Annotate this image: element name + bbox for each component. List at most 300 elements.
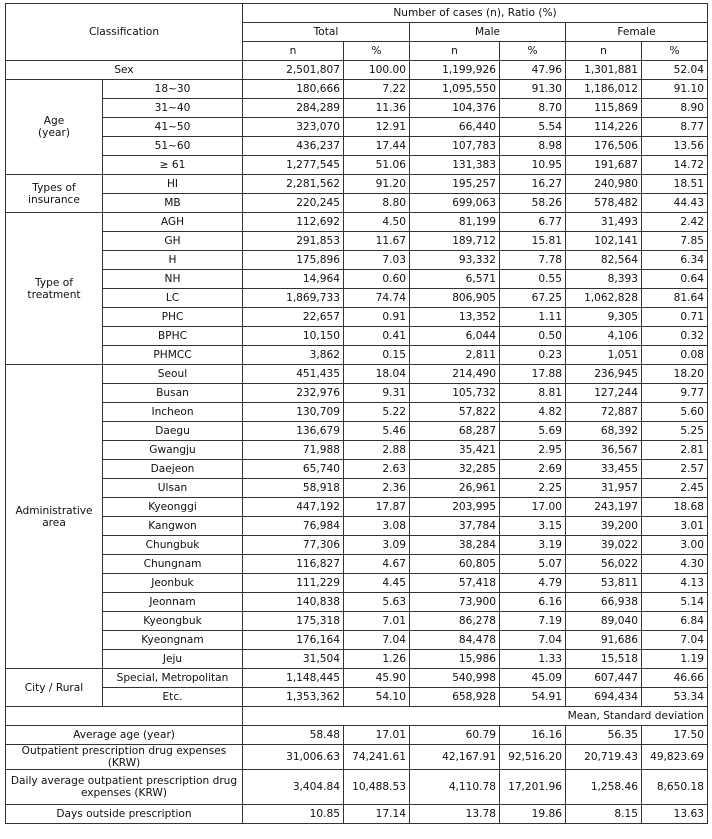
value-cell: 7.85 <box>642 232 708 251</box>
value-cell: 6,044 <box>410 327 500 346</box>
table-row <box>6 422 708 441</box>
value-cell: 26,961 <box>410 479 500 498</box>
category-label: 31~40 <box>103 99 243 118</box>
table-row <box>6 593 708 612</box>
value-cell: 8.80 <box>344 194 410 213</box>
value-cell: 17.88 <box>500 365 566 384</box>
summary-label: Outpatient prescription drug expenses (KRW) <box>6 745 243 770</box>
value-cell: 2.36 <box>344 479 410 498</box>
table-row <box>6 669 708 688</box>
category-label: Gwangju <box>103 441 243 460</box>
category-label: Jeonnam <box>103 593 243 612</box>
summary-value: 10.85 <box>243 805 344 824</box>
value-cell: 47.96 <box>500 61 566 80</box>
summary-value: 8.15 <box>566 805 642 824</box>
value-cell: 39,200 <box>566 517 642 536</box>
value-cell: 1,301,881 <box>566 61 642 80</box>
category-label: BPHC <box>103 327 243 346</box>
summary-value: 1,258.46 <box>566 770 642 805</box>
table-row <box>6 460 708 479</box>
value-cell: 46.66 <box>642 669 708 688</box>
value-cell: 5.22 <box>344 403 410 422</box>
value-cell: 6,571 <box>410 270 500 289</box>
summary-label: Days outside prescription <box>6 805 243 824</box>
value-cell: 18.04 <box>344 365 410 384</box>
category-label: Daegu <box>103 422 243 441</box>
value-cell: 176,164 <box>243 631 344 650</box>
value-cell: 91.30 <box>500 80 566 99</box>
table-row <box>6 517 708 536</box>
value-cell: 1.26 <box>344 650 410 669</box>
value-cell: 107,783 <box>410 137 500 156</box>
value-cell: 116,827 <box>243 555 344 574</box>
value-cell: 15,518 <box>566 650 642 669</box>
category-label: PHMCC <box>103 346 243 365</box>
value-cell: 180,666 <box>243 80 344 99</box>
summary-value: 17.01 <box>344 726 410 745</box>
summary-value: 19.86 <box>500 805 566 824</box>
mean-sd-header: Mean, Standard deviation <box>243 707 708 726</box>
value-cell: 115,869 <box>566 99 642 118</box>
value-cell: 6.34 <box>642 251 708 270</box>
value-cell: 66,440 <box>410 118 500 137</box>
mean-sd-header-row <box>6 707 708 726</box>
table-row <box>6 688 708 707</box>
value-cell: 58,918 <box>243 479 344 498</box>
value-cell: 65,740 <box>243 460 344 479</box>
category-label: Daejeon <box>103 460 243 479</box>
value-cell: 195,257 <box>410 175 500 194</box>
value-cell: 53.34 <box>642 688 708 707</box>
category-label: Etc. <box>103 688 243 707</box>
value-cell: 0.60 <box>344 270 410 289</box>
table-row <box>6 99 708 118</box>
summary-value: 10,488.53 <box>344 770 410 805</box>
value-cell: 236,945 <box>566 365 642 384</box>
value-cell: 39,022 <box>566 536 642 555</box>
value-cell: 0.32 <box>642 327 708 346</box>
value-cell: 38,284 <box>410 536 500 555</box>
summary-value: 3,404.84 <box>243 770 344 805</box>
value-cell: 100.00 <box>344 61 410 80</box>
category-label: NH <box>103 270 243 289</box>
value-cell: 54.10 <box>344 688 410 707</box>
summary-label: Average age (year) <box>6 726 243 745</box>
value-cell: 1,199,926 <box>410 61 500 80</box>
value-cell: 66,938 <box>566 593 642 612</box>
value-cell: 323,070 <box>243 118 344 137</box>
summary-value: 58.48 <box>243 726 344 745</box>
value-cell: 3.00 <box>642 536 708 555</box>
value-cell: 1.11 <box>500 308 566 327</box>
summary-label: Daily average outpatient prescription drug expenses (KRW) <box>6 770 243 805</box>
value-cell: 76,984 <box>243 517 344 536</box>
value-cell: 4,106 <box>566 327 642 346</box>
value-cell: 5.69 <box>500 422 566 441</box>
value-cell: 1,095,550 <box>410 80 500 99</box>
female-pct-header: % <box>642 42 708 61</box>
value-cell: 1,148,445 <box>243 669 344 688</box>
category-label: Incheon <box>103 403 243 422</box>
value-cell: 131,383 <box>410 156 500 175</box>
value-cell: 6.16 <box>500 593 566 612</box>
category-label: Kyeonggi <box>103 498 243 517</box>
table-row <box>6 498 708 517</box>
summary-row <box>6 745 708 770</box>
value-cell: 4.50 <box>344 213 410 232</box>
value-cell: 7.22 <box>344 80 410 99</box>
group-label: Types of insurance <box>6 175 103 213</box>
value-cell: 0.55 <box>500 270 566 289</box>
female-header: Female <box>566 23 708 42</box>
value-cell: 52.04 <box>642 61 708 80</box>
value-cell: 0.41 <box>344 327 410 346</box>
value-cell: 175,896 <box>243 251 344 270</box>
value-cell: 12.91 <box>344 118 410 137</box>
value-cell: 84,478 <box>410 631 500 650</box>
category-label: GH <box>103 232 243 251</box>
table-row <box>6 441 708 460</box>
value-cell: 112,692 <box>243 213 344 232</box>
value-cell: 5.25 <box>642 422 708 441</box>
total-pct-header: % <box>344 42 410 61</box>
value-cell: 3.01 <box>642 517 708 536</box>
value-cell: 0.64 <box>642 270 708 289</box>
value-cell: 93,332 <box>410 251 500 270</box>
value-cell: 607,447 <box>566 669 642 688</box>
female-n-header: n <box>566 42 642 61</box>
value-cell: 17.44 <box>344 137 410 156</box>
value-cell: 4.79 <box>500 574 566 593</box>
value-cell: 22,657 <box>243 308 344 327</box>
group-label: City / Rural <box>6 669 103 707</box>
category-label: ≥ 61 <box>103 156 243 175</box>
value-cell: 68,287 <box>410 422 500 441</box>
summary-value: 8,650.18 <box>642 770 708 805</box>
table-row <box>6 384 708 403</box>
value-cell: 6.77 <box>500 213 566 232</box>
value-cell: 17.87 <box>344 498 410 517</box>
value-cell: 7.03 <box>344 251 410 270</box>
summary-row <box>6 726 708 745</box>
summary-value: 74,241.61 <box>344 745 410 770</box>
summary-value: 4,110.78 <box>410 770 500 805</box>
group-label: Administrative area <box>6 365 103 669</box>
value-cell: 35,421 <box>410 441 500 460</box>
value-cell: 13,352 <box>410 308 500 327</box>
table-row <box>6 308 708 327</box>
value-cell: 7.04 <box>642 631 708 650</box>
value-cell: 8.90 <box>642 99 708 118</box>
value-cell: 1,277,545 <box>243 156 344 175</box>
table-row <box>6 137 708 156</box>
value-cell: 1,051 <box>566 346 642 365</box>
category-label: Kangwon <box>103 517 243 536</box>
value-cell: 1,062,828 <box>566 289 642 308</box>
table-row <box>6 479 708 498</box>
summary-value: 49,823.69 <box>642 745 708 770</box>
value-cell: 81.64 <box>642 289 708 308</box>
group-title-header: Number of cases (n), Ratio (%) <box>243 4 708 23</box>
value-cell: 2.57 <box>642 460 708 479</box>
value-cell: 2,281,562 <box>243 175 344 194</box>
value-cell: 31,957 <box>566 479 642 498</box>
value-cell: 5.63 <box>344 593 410 612</box>
category-label: Busan <box>103 384 243 403</box>
summary-value: 60.79 <box>410 726 500 745</box>
value-cell: 11.67 <box>344 232 410 251</box>
value-cell: 105,732 <box>410 384 500 403</box>
table-row <box>6 346 708 365</box>
table-row <box>6 118 708 137</box>
category-label: Jeonbuk <box>103 574 243 593</box>
value-cell: 45.09 <box>500 669 566 688</box>
table-row <box>6 631 708 650</box>
value-cell: 191,687 <box>566 156 642 175</box>
value-cell: 57,418 <box>410 574 500 593</box>
category-label: Kyeongbuk <box>103 612 243 631</box>
value-cell: 0.23 <box>500 346 566 365</box>
summary-value: 56.35 <box>566 726 642 745</box>
value-cell: 0.08 <box>642 346 708 365</box>
value-cell: 1.19 <box>642 650 708 669</box>
table-row <box>6 327 708 346</box>
category-label: HI <box>103 175 243 194</box>
value-cell: 5.14 <box>642 593 708 612</box>
value-cell: 91,686 <box>566 631 642 650</box>
value-cell: 68,392 <box>566 422 642 441</box>
value-cell: 3.19 <box>500 536 566 555</box>
value-cell: 5.60 <box>642 403 708 422</box>
value-cell: 7.01 <box>344 612 410 631</box>
value-cell: 447,192 <box>243 498 344 517</box>
value-cell: 91.20 <box>344 175 410 194</box>
value-cell: 5.46 <box>344 422 410 441</box>
summary-value: 13.78 <box>410 805 500 824</box>
value-cell: 176,506 <box>566 137 642 156</box>
value-cell: 60,805 <box>410 555 500 574</box>
summary-row <box>6 805 708 824</box>
value-cell: 14.72 <box>642 156 708 175</box>
value-cell: 5.54 <box>500 118 566 137</box>
value-cell: 8.98 <box>500 137 566 156</box>
value-cell: 436,237 <box>243 137 344 156</box>
value-cell: 2.63 <box>344 460 410 479</box>
category-label: Kyeongnam <box>103 631 243 650</box>
value-cell: 54.91 <box>500 688 566 707</box>
value-cell: 31,493 <box>566 213 642 232</box>
value-cell: 2,811 <box>410 346 500 365</box>
value-cell: 2.25 <box>500 479 566 498</box>
value-cell: 18.20 <box>642 365 708 384</box>
value-cell: 67.25 <box>500 289 566 308</box>
category-label: H <box>103 251 243 270</box>
value-cell: 16.27 <box>500 175 566 194</box>
table-row <box>6 574 708 593</box>
summary-value: 20,719.43 <box>566 745 642 770</box>
value-cell: 0.50 <box>500 327 566 346</box>
table-row <box>6 156 708 175</box>
value-cell: 14,964 <box>243 270 344 289</box>
value-cell: 15.81 <box>500 232 566 251</box>
value-cell: 102,141 <box>566 232 642 251</box>
value-cell: 1.33 <box>500 650 566 669</box>
male-pct-header: % <box>500 42 566 61</box>
mean-sd-blank <box>6 707 243 726</box>
value-cell: 36,567 <box>566 441 642 460</box>
summary-value: 31,006.63 <box>243 745 344 770</box>
category-label: MB <box>103 194 243 213</box>
category-label: 51~60 <box>103 137 243 156</box>
value-cell: 3.15 <box>500 517 566 536</box>
summary-value: 16.16 <box>500 726 566 745</box>
value-cell: 1,869,733 <box>243 289 344 308</box>
total-n-header: n <box>243 42 344 61</box>
value-cell: 71,988 <box>243 441 344 460</box>
category-label: Special, Metropolitan <box>103 669 243 688</box>
value-cell: 18.68 <box>642 498 708 517</box>
category-label: Chungbuk <box>103 536 243 555</box>
value-cell: 284,289 <box>243 99 344 118</box>
table-row <box>6 194 708 213</box>
summary-value: 92,516.20 <box>500 745 566 770</box>
category-label: AGH <box>103 213 243 232</box>
table-row <box>6 232 708 251</box>
summary-value: 17.14 <box>344 805 410 824</box>
value-cell: 15,986 <box>410 650 500 669</box>
value-cell: 0.71 <box>642 308 708 327</box>
value-cell: 7.04 <box>344 631 410 650</box>
value-cell: 6.84 <box>642 612 708 631</box>
value-cell: 3.08 <box>344 517 410 536</box>
value-cell: 9.77 <box>642 384 708 403</box>
value-cell: 9,305 <box>566 308 642 327</box>
value-cell: 58.26 <box>500 194 566 213</box>
value-cell: 13.56 <box>642 137 708 156</box>
value-cell: 9.31 <box>344 384 410 403</box>
table-row <box>6 251 708 270</box>
value-cell: 18.51 <box>642 175 708 194</box>
value-cell: 1,186,012 <box>566 80 642 99</box>
male-header: Male <box>410 23 566 42</box>
value-cell: 82,564 <box>566 251 642 270</box>
value-cell: 1,353,362 <box>243 688 344 707</box>
value-cell: 291,853 <box>243 232 344 251</box>
value-cell: 8.70 <box>500 99 566 118</box>
value-cell: 451,435 <box>243 365 344 384</box>
statistics-table <box>5 3 708 824</box>
value-cell: 111,229 <box>243 574 344 593</box>
value-cell: 81,199 <box>410 213 500 232</box>
value-cell: 2.88 <box>344 441 410 460</box>
value-cell: 77,306 <box>243 536 344 555</box>
value-cell: 73,900 <box>410 593 500 612</box>
group-label: Type of treatment <box>6 213 103 365</box>
value-cell: 220,245 <box>243 194 344 213</box>
value-cell: 232,976 <box>243 384 344 403</box>
category-label: Ulsan <box>103 479 243 498</box>
value-cell: 7.19 <box>500 612 566 631</box>
value-cell: 4.30 <box>642 555 708 574</box>
value-cell: 44.43 <box>642 194 708 213</box>
value-cell: 658,928 <box>410 688 500 707</box>
table-row <box>6 61 708 80</box>
value-cell: 91.10 <box>642 80 708 99</box>
value-cell: 45.90 <box>344 669 410 688</box>
table-row <box>6 650 708 669</box>
table-row <box>6 612 708 631</box>
value-cell: 3,862 <box>243 346 344 365</box>
value-cell: 31,504 <box>243 650 344 669</box>
value-cell: 4.45 <box>344 574 410 593</box>
value-cell: 2.45 <box>642 479 708 498</box>
summary-value: 42,167.91 <box>410 745 500 770</box>
male-n-header: n <box>410 42 500 61</box>
value-cell: 53,811 <box>566 574 642 593</box>
value-cell: 2.95 <box>500 441 566 460</box>
value-cell: 2.69 <box>500 460 566 479</box>
value-cell: 4.82 <box>500 403 566 422</box>
category-label: Jeju <box>103 650 243 669</box>
value-cell: 240,980 <box>566 175 642 194</box>
value-cell: 10.95 <box>500 156 566 175</box>
value-cell: 104,376 <box>410 99 500 118</box>
value-cell: 37,784 <box>410 517 500 536</box>
category-label: Seoul <box>103 365 243 384</box>
value-cell: 175,318 <box>243 612 344 631</box>
table-row <box>6 213 708 232</box>
value-cell: 130,709 <box>243 403 344 422</box>
value-cell: 56,022 <box>566 555 642 574</box>
value-cell: 17.00 <box>500 498 566 517</box>
value-cell: 7.04 <box>500 631 566 650</box>
value-cell: 699,063 <box>410 194 500 213</box>
table-row <box>6 270 708 289</box>
table-row <box>6 289 708 308</box>
classification-header: Classification <box>6 4 243 61</box>
table-row <box>6 536 708 555</box>
value-cell: 74.74 <box>344 289 410 308</box>
value-cell: 136,679 <box>243 422 344 441</box>
value-cell: 7.78 <box>500 251 566 270</box>
value-cell: 806,905 <box>410 289 500 308</box>
value-cell: 32,285 <box>410 460 500 479</box>
summary-value: 17.50 <box>642 726 708 745</box>
value-cell: 11.36 <box>344 99 410 118</box>
header-row-1 <box>6 4 708 23</box>
value-cell: 578,482 <box>566 194 642 213</box>
table-row <box>6 365 708 384</box>
value-cell: 8,393 <box>566 270 642 289</box>
value-cell: 540,998 <box>410 669 500 688</box>
category-label: 18~30 <box>103 80 243 99</box>
table-row <box>6 175 708 194</box>
table-row <box>6 80 708 99</box>
value-cell: 243,197 <box>566 498 642 517</box>
summary-value: 13.63 <box>642 805 708 824</box>
summary-value: 17,201.96 <box>500 770 566 805</box>
table-row <box>6 403 708 422</box>
value-cell: 127,244 <box>566 384 642 403</box>
value-cell: 214,490 <box>410 365 500 384</box>
value-cell: 4.13 <box>642 574 708 593</box>
total-header: Total <box>243 23 410 42</box>
value-cell: 86,278 <box>410 612 500 631</box>
value-cell: 33,455 <box>566 460 642 479</box>
group-label: Age (year) <box>6 80 103 175</box>
value-cell: 2.42 <box>642 213 708 232</box>
value-cell: 2,501,807 <box>243 61 344 80</box>
